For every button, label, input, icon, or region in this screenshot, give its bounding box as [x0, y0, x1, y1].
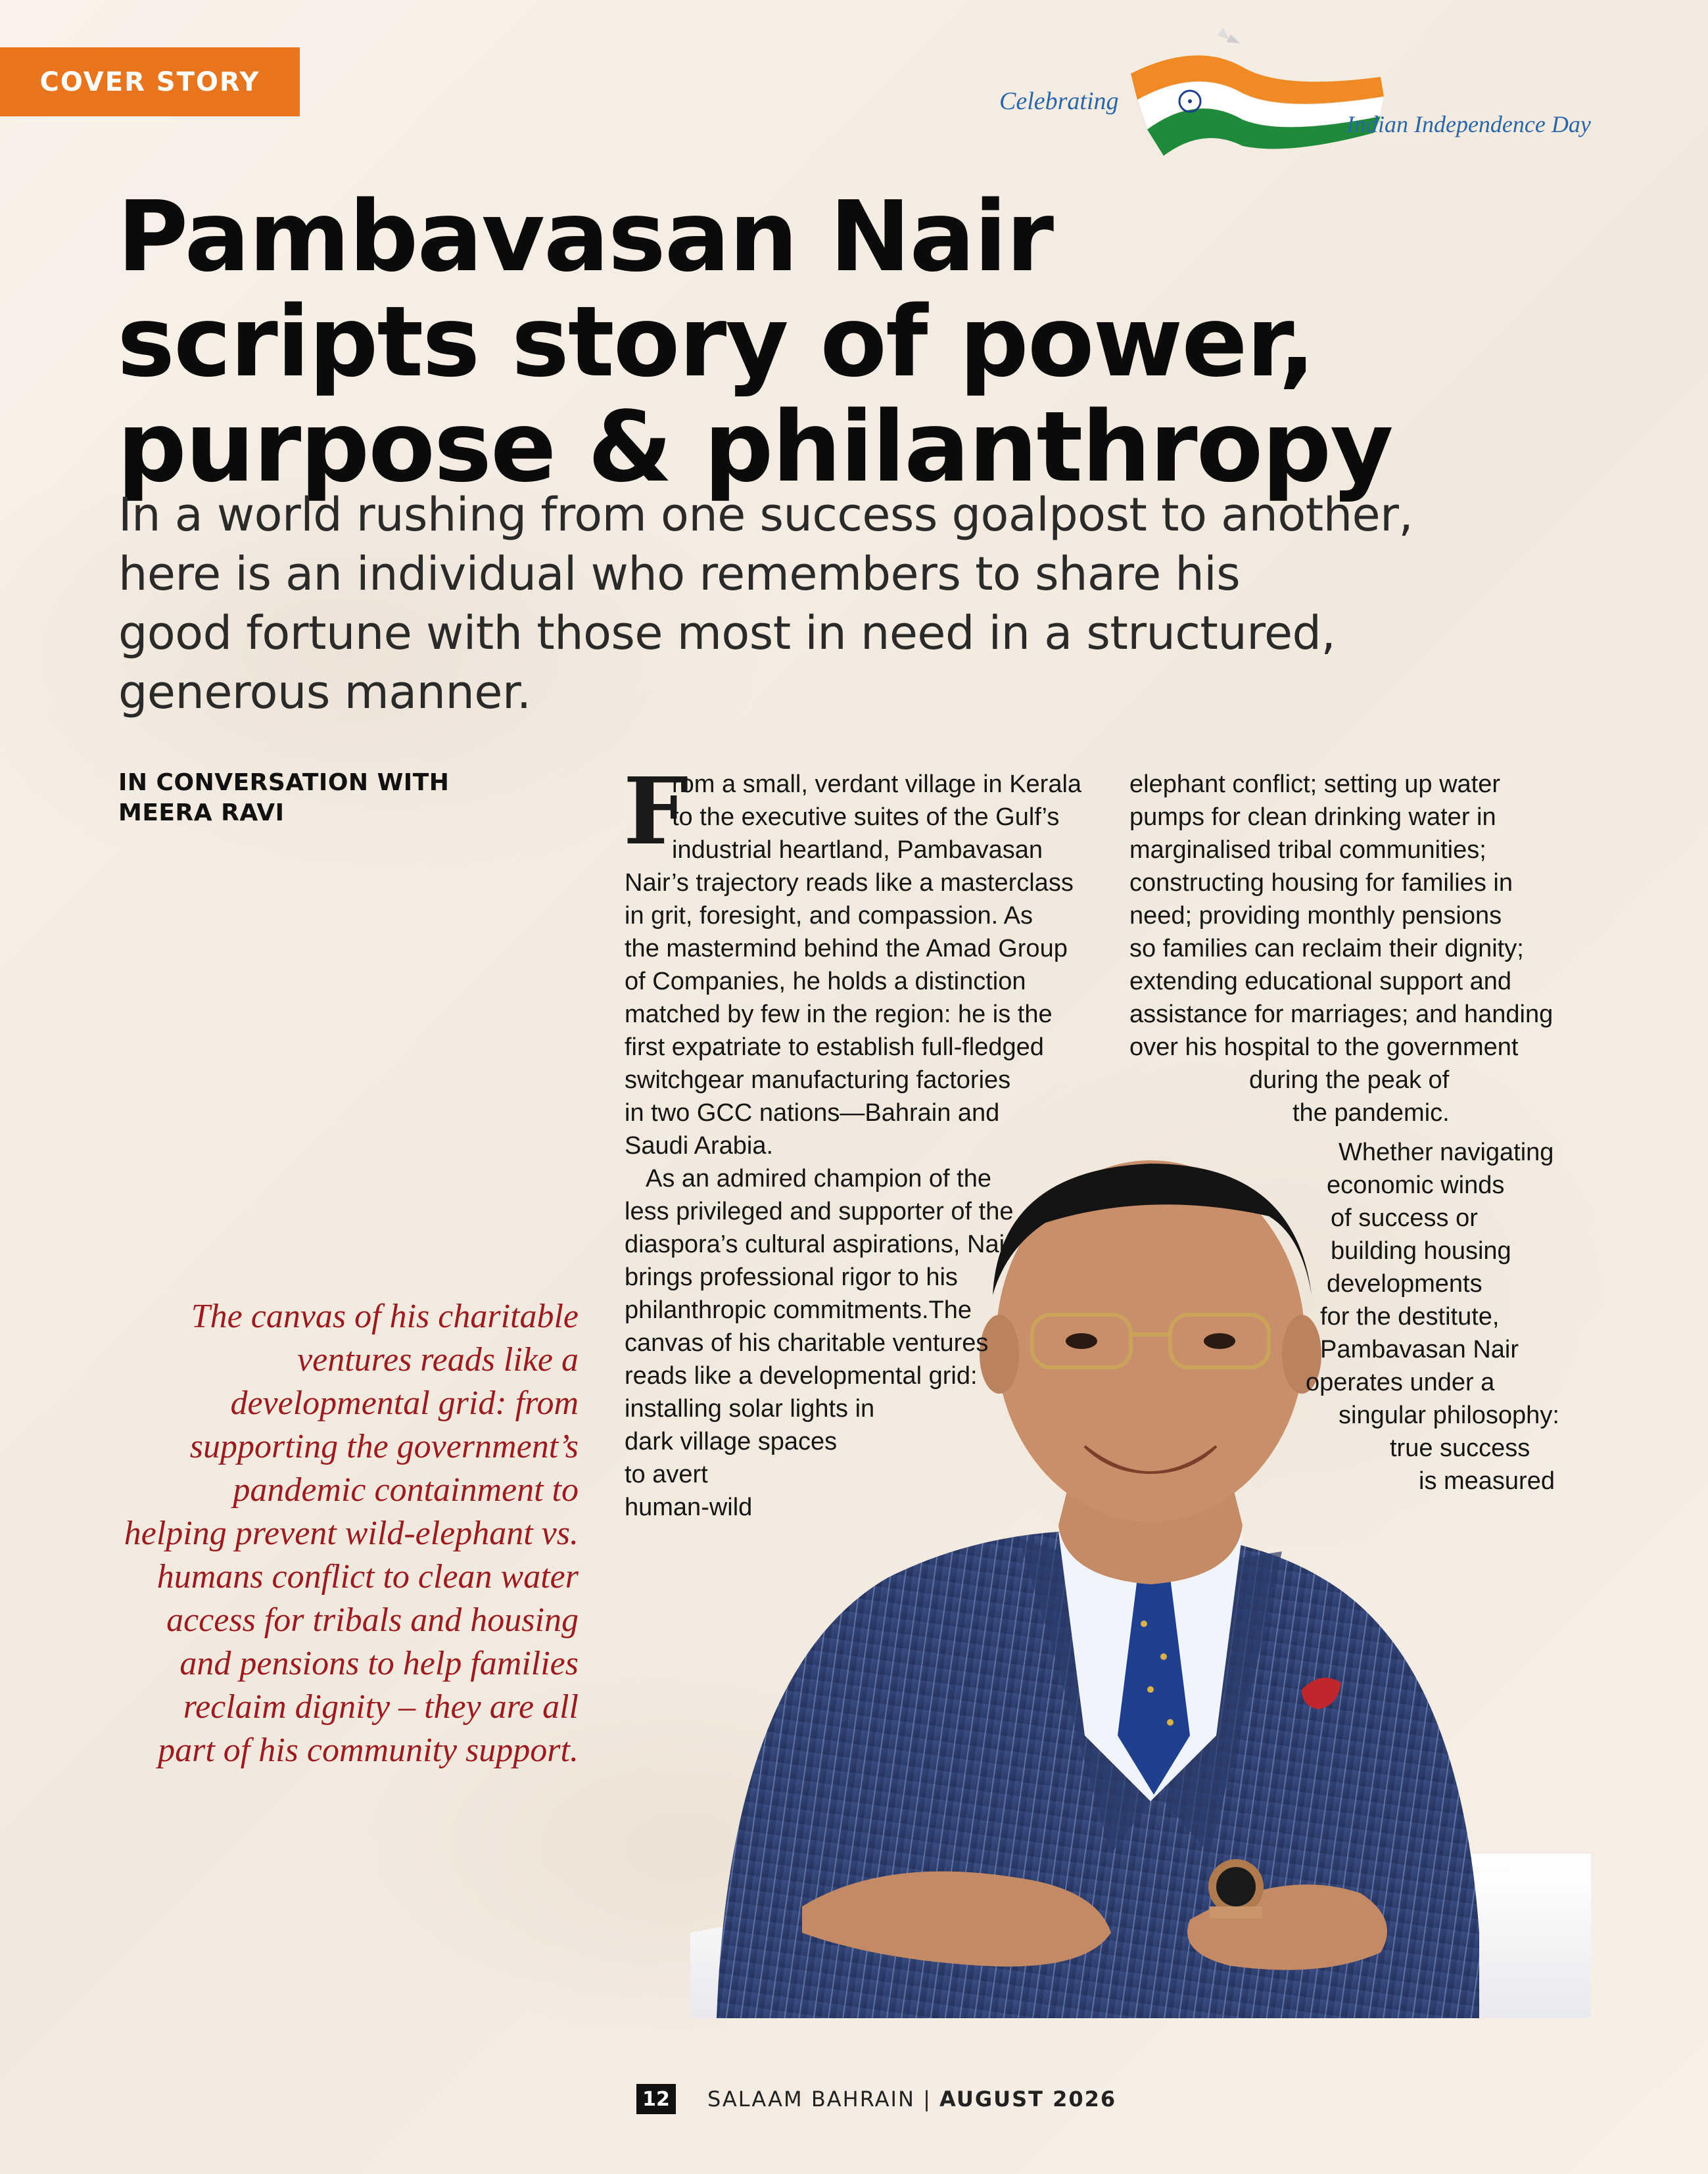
headline-line: scripts story of power,: [117, 285, 1315, 398]
standfirst-line: good fortune with those most in need in a structured,: [118, 606, 1336, 660]
body-line: operates under a: [1306, 1369, 1495, 1396]
body-line: Whether navigating: [1339, 1139, 1554, 1166]
body-line: the mastermind behind the Amad Group: [625, 935, 1068, 962]
pull-quote-line: developmental grid: from: [230, 1384, 579, 1422]
body-line: dark village spaces: [625, 1428, 838, 1455]
body-line: Saudi Arabia.: [625, 1132, 774, 1160]
indian-flag-ribbon-icon: [1118, 14, 1394, 166]
body-line: need; providing monthly pensions: [1129, 902, 1502, 930]
pull-quote-line: pandemic containment to: [233, 1471, 579, 1509]
body-line: As an admired champion of the: [646, 1165, 991, 1193]
body-line: of Companies, he holds a distinction: [625, 968, 1026, 995]
body-line: matched by few in the region: he is the: [625, 1001, 1053, 1028]
body-line: constructing housing for families in: [1129, 869, 1513, 897]
standfirst-line: In a world rushing from one success goalpost to another,: [118, 488, 1413, 542]
body-line: pumps for clean drinking water in: [1129, 803, 1496, 831]
body-line: installing solar lights in: [625, 1395, 875, 1423]
body-line: to avert: [625, 1461, 708, 1488]
body-line: philanthropic commitments.The: [625, 1296, 972, 1324]
body-line: diaspora’s cultural aspirations, Nair: [625, 1231, 1013, 1258]
drop-cap: F: [623, 758, 689, 866]
pull-quote: [79, 1295, 579, 1772]
pull-quote-line: helping prevent wild-elephant vs.: [124, 1515, 579, 1552]
headline: [117, 180, 1563, 504]
body-line: less privileged and supporter of the: [625, 1198, 1014, 1225]
body-line: so families can reclaim their dignity;: [1129, 935, 1524, 962]
body-line: Nair’s trajectory reads like a masterclass: [625, 869, 1074, 897]
body-line: first expatriate to establish full-fledged: [625, 1033, 1044, 1061]
body-line: true success: [1390, 1434, 1530, 1462]
body-line: in two GCC nations—Bahrain and: [625, 1099, 1000, 1127]
body-line: human-wild: [625, 1494, 753, 1521]
body-line: assistance for marriages; and handing: [1129, 1001, 1554, 1028]
body-line: reads like a developmental grid:: [625, 1362, 978, 1390]
pull-quote-line: access for tribals and housing: [166, 1601, 579, 1639]
pull-quote-line: part of his community support.: [158, 1732, 579, 1769]
pull-quote-line: The canvas of his charitable: [191, 1298, 579, 1335]
body-line: industrial heartland, Pambavasan: [672, 836, 1043, 864]
body-line: during the peak of: [1249, 1066, 1450, 1094]
body-column-1: [623, 758, 1085, 1524]
body-line: switchgear manufacturing factories: [625, 1066, 1011, 1094]
body-line: the pandemic.: [1293, 1099, 1450, 1127]
headline-line: Pambavasan Nair: [117, 180, 1053, 293]
body-line: rom a small, verdant village in Kerala: [672, 770, 1082, 798]
body-line: building housing: [1331, 1237, 1511, 1265]
body-line: extending educational support and: [1129, 968, 1512, 995]
body-line: brings professional rigor to his: [625, 1264, 958, 1291]
body-line: to the executive suites of the Gulf’s: [672, 803, 1060, 831]
body-line: of success or: [1331, 1204, 1478, 1232]
body-line: marginalised tribal communities;: [1129, 836, 1486, 864]
standfirst-line: generous manner.: [118, 665, 531, 719]
body-line: in grit, foresight, and compassion. As: [625, 902, 1033, 930]
footer-publication: SALAAM BAHRAIN | AUGUST 2026: [707, 2087, 1117, 2112]
body-line: is measured: [1419, 1467, 1555, 1495]
banner-celebrating-text: Celebrating: [999, 87, 1119, 115]
standfirst: [118, 485, 1630, 722]
body-line: over his hospital to the government: [1129, 1033, 1519, 1061]
body-column-2: [1129, 768, 1629, 1498]
page-number: 12: [636, 2084, 676, 2114]
body-line: singular philosophy:: [1339, 1402, 1559, 1429]
pull-quote-line: and pensions to help families: [179, 1645, 579, 1682]
body-line: developments: [1327, 1270, 1483, 1298]
body-line: Pambavasan Nair: [1320, 1336, 1519, 1363]
publication-name: SALAAM BAHRAIN: [707, 2087, 915, 2112]
pull-quote-line: humans conflict to clean water: [156, 1558, 579, 1595]
body-line: elephant conflict; setting up water: [1129, 770, 1501, 798]
issue-date: AUGUST 2026: [939, 2087, 1117, 2112]
body-line: canvas of his charitable ventures: [625, 1329, 989, 1357]
pull-quote-line: reclaim dignity – they are all: [183, 1688, 579, 1726]
body-line: for the destitute,: [1320, 1303, 1500, 1331]
banner-independence-day-text: Indian Independence Day: [1346, 111, 1591, 137]
pull-quote-line: ventures reads like a: [297, 1341, 579, 1379]
byline-line: MEERA RAVI: [118, 799, 285, 826]
pull-quote-line: supporting the government’s: [189, 1428, 579, 1465]
byline-line: IN CONVERSATION WITH: [118, 769, 450, 796]
standfirst-line: here is an individual who remembers to share his: [118, 547, 1241, 601]
section-tag: COVER STORY: [0, 47, 300, 116]
byline: [118, 768, 579, 828]
headline-line: purpose & philanthropy: [117, 390, 1392, 504]
body-line: economic winds: [1327, 1171, 1505, 1199]
